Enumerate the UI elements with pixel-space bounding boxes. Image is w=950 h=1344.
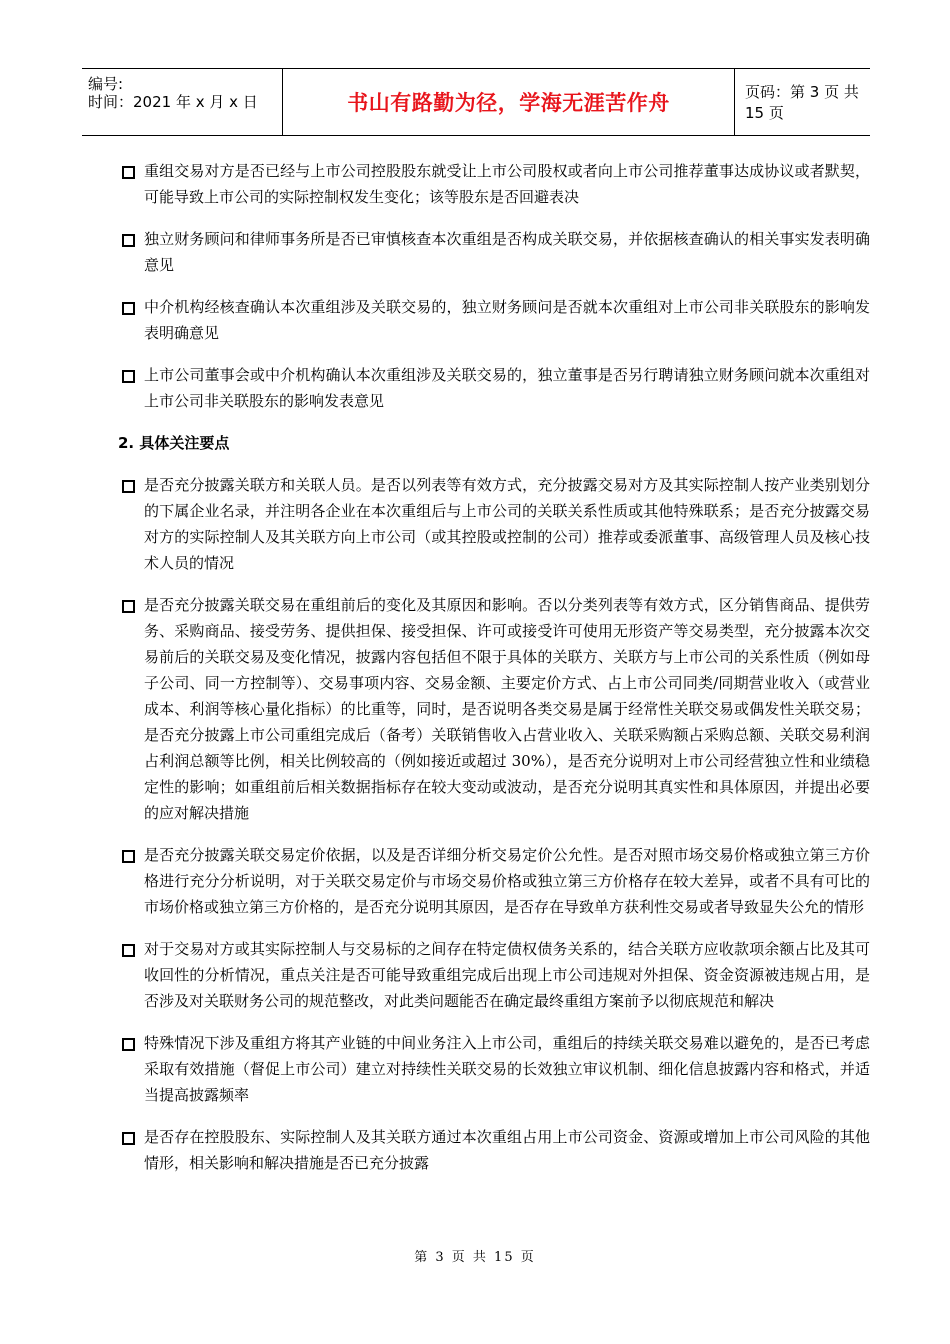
checkbox-bullet-icon <box>122 1038 135 1051</box>
page-footer: 第 3 页 共 15 页 <box>414 1250 536 1265</box>
checklist-item <box>118 1124 870 1176</box>
checklist-item-text: 是否存在控股股东、实际控制人及其关联方通过本次重组占用上市公司资金、资源或增加上市公司风险的其他情形，相关影响和解决措施是否已充分披露 <box>144 1128 870 1172</box>
checkbox-bullet-icon <box>122 944 135 957</box>
checklist-item-text: 特殊情况下涉及重组方将其产业链的中间业务注入上市公司，重组后的持续关联交易难以避免的，是否已考虑采取有效措施（督促上市公司）建立对持续性关联交易的长效独立审议机制、细化信息披露内容和格式，并适当提高披露频率 <box>144 1034 870 1104</box>
page-header <box>82 68 870 136</box>
checklist-item <box>118 1030 870 1108</box>
checklist-item-text: 是否充分披露关联方和关联人员。是否以列表等有效方式，充分披露交易对方及其实际控制人按产业类别划分的下属企业名录，并注明各企业在本次重组后与上市公司的关联关系性质或其他特殊联系；是否充分披露交易对方的实际控制人及其关联方向上市公司（或其控股或控制的公司）推荐或委派董事、高级管理人员及核心技术人员的情况 <box>144 476 870 572</box>
checklist-item-text: 中介机构经核查确认本次重组涉及关联交易的，独立财务顾问是否就本次重组对上市公司非关联股东的影响发表明确意见 <box>144 298 870 342</box>
checkbox-bullet-icon <box>122 600 135 613</box>
checklist-item <box>118 158 870 210</box>
checklist-item <box>118 226 870 278</box>
checkbox-bullet-icon <box>122 850 135 863</box>
checklist-item <box>118 294 870 346</box>
header-motto-cell <box>283 69 735 135</box>
checklist-item-text: 是否充分披露关联交易在重组前后的变化及其原因和影响。否以分类列表等有效方式，区分销售商品、提供劳务、采购商品、接受劳务、提供担保、接受担保、许可或接受许可使用无形资产等交易类型，充分披露本次交易前后的关联交易及变化情况，披露内容包括但不限于具体的关联方、关联方与上市公司的关系性质（例如母子公司、同一方控制等）、交易事项内容、交易金额、主要定价方式、占上市公司同类/同期营业收入（或营业成本、利润等核心量化指标）的比重等，同时，是否说明各类交易是属于经常性关联交易或偶发性关联交易；是否充分披露上市公司重组完成后（备考）关联销售收入占营业收入、关联采购额占采购总额、关联交易利润占利润总额等比例，相关比例较高的（例如接近或超过 30%），是否充分说明对上市公司经营独立性和业绩稳定性的影响；如重组前后相关数据指标存在较大变动或波动，是否充分说明其真实性和具体原因，并提出必要的应对解决措施 <box>144 596 870 822</box>
checklist-item-text: 重组交易对方是否已经与上市公司控股股东就受让上市公司股权或者向上市公司推荐董事达成协议或者默契，可能导致上市公司的实际控制权发生变化；该等股东是否回避表决 <box>144 162 870 206</box>
checklist-item <box>118 842 870 920</box>
checkbox-bullet-icon <box>122 302 135 315</box>
checkbox-bullet-icon <box>122 480 135 493</box>
checkbox-bullet-icon <box>122 1132 135 1145</box>
document-number-label: 编号: <box>88 75 124 93</box>
checklist-item <box>118 472 870 576</box>
checklist-item-text: 对于交易对方或其实际控制人与交易标的之间存在特定债权债务关系的，结合关联方应收款项余额占比及其可收回性的分析情况，重点关注是否可能导致重组完成后出现上市公司违规对外担保、资金资源被违规占用，是否涉及对关联财务公司的规范整改，对此类问题能否在确定最终重组方案前予以彻底规范和解决 <box>144 940 870 1010</box>
checkbox-bullet-icon <box>122 370 135 383</box>
checkbox-bullet-icon <box>122 166 135 179</box>
section-heading: 2. 具体关注要点 <box>118 434 230 452</box>
document-date-label: 时间：2021 年 x 月 x 日 <box>88 93 258 111</box>
checklist-item-text: 上市公司董事会或中介机构确认本次重组涉及关联交易的，独立董事是否另行聘请独立财务顾问就本次重组对上市公司非关联股东的影响发表意见 <box>144 366 870 410</box>
checklist-item <box>118 936 870 1014</box>
checkbox-bullet-icon <box>122 234 135 247</box>
checklist-item <box>118 592 870 826</box>
header-meta-cell <box>82 69 283 135</box>
checklist-item-text: 独立财务顾问和律师事务所是否已审慎核查本次重组是否构成关联交易，并依据核查确认的相关事实发表明确意见 <box>144 230 870 274</box>
header-motto: 书山有路勤为径，学海无涯苦作舟 <box>347 91 670 115</box>
header-page-number: 页码：第 3 页 共 15 页 <box>745 83 859 122</box>
checklist-item-text: 是否充分披露关联交易定价依据，以及是否详细分析交易定价公允性。是否对照市场交易价格或独立第三方价格进行充分分析说明，对于关联交易定价与市场交易价格或独立第三方价格存在较大差异，或者不具有可比的市场价格或独立第三方价格的，是否充分说明其原因，是否存在导致单方获利性交易或者导致显失公允的情形 <box>144 846 870 916</box>
header-page-cell <box>735 69 870 135</box>
document-body <box>118 158 870 1192</box>
checklist-item <box>118 362 870 414</box>
